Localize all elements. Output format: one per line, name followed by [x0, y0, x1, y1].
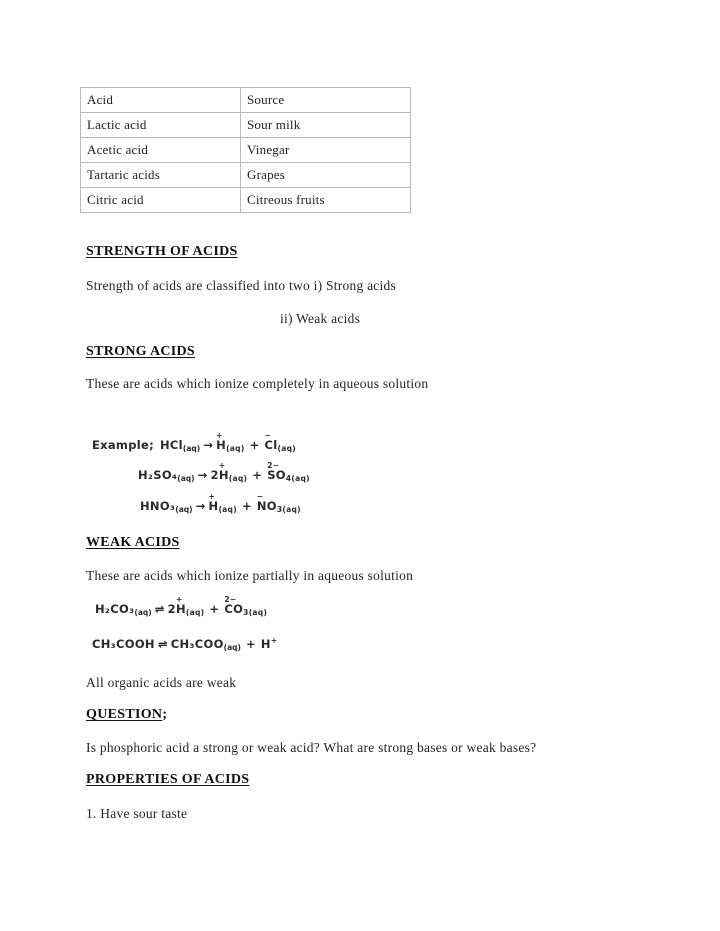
- table-row: [81, 138, 411, 163]
- paragraph-strength-classification: Strength of acids are classified into two i) Strong acids: [86, 278, 397, 293]
- equation-product-charge: +: [216, 431, 223, 440]
- reaction-arrow-icon: →: [203, 438, 214, 452]
- table-cell-source: Vinegar: [241, 138, 411, 163]
- equation-product-formula: H: [216, 438, 227, 452]
- equation-product-state: 4(aq): [285, 474, 310, 483]
- reversible-reaction-arrow-icon: ⇌: [154, 602, 165, 616]
- equation-product-coefficient: 2: [210, 468, 219, 482]
- equation-hcl-dissociation: [92, 431, 296, 453]
- heading-strong-acids-label: STRONG ACIDS: [86, 344, 196, 359]
- equation-product-formula: CH₃COO: [170, 637, 224, 651]
- equation-product-formula: H: [218, 468, 229, 482]
- heading-strong-acids: [86, 344, 195, 360]
- equation-plus-sign: +: [249, 438, 260, 452]
- equation-reactant-state: (aq): [175, 505, 193, 514]
- equation-reactant-state: (aq): [134, 608, 152, 617]
- equation-plus-sign: +: [209, 602, 220, 616]
- heading-weak-acids-label: WEAK ACIDS: [86, 535, 180, 550]
- equation-product-state: (aq): [226, 444, 245, 453]
- equation-reactant: H₂SO₄: [138, 468, 178, 482]
- table-row: [81, 113, 411, 138]
- equation-product-charge: −: [264, 431, 272, 440]
- equation-reactant: H₂CO₃: [95, 602, 135, 616]
- paragraph-weak-acids-definition: These are acids which ionize partially in aqueous solution: [86, 568, 414, 583]
- equation-plus-sign: +: [252, 468, 263, 482]
- equation-product-coefficient: 2: [167, 602, 176, 616]
- equation-product-state: 3(aq): [276, 505, 301, 514]
- heading-strength-of-acids-label: STRENGTH OF ACIDS: [86, 244, 238, 259]
- table-cell-source: Citreous fruits: [241, 188, 411, 213]
- equation-reactant: HCl: [160, 438, 183, 452]
- equation-product-state: (aq): [277, 444, 296, 453]
- equation-acetic-acid-dissociation: [92, 636, 277, 652]
- table-cell-acid: Acetic acid: [81, 138, 241, 163]
- table-header-acid: Acid: [81, 88, 241, 113]
- table-header-row: [81, 88, 411, 113]
- equation-hno3-dissociation: [140, 492, 301, 514]
- equation-product-charge: 2−: [267, 461, 280, 470]
- equation-plus-sign: +: [245, 637, 256, 651]
- equation-product-charge: +: [270, 636, 278, 645]
- heading-strength-of-acids: [86, 244, 238, 260]
- equation-plus-sign: +: [241, 499, 252, 513]
- equation-product-formula: H: [175, 602, 186, 616]
- reversible-reaction-arrow-icon: ⇌: [157, 637, 168, 651]
- equation-reactant: HNO₃: [140, 499, 176, 513]
- paragraph-weak-acids-item: ii) Weak acids: [280, 311, 361, 326]
- equation-h2so4-dissociation: [138, 461, 310, 483]
- heading-question-suffix: ;: [162, 707, 168, 722]
- equation-product-formula: Cl: [264, 438, 278, 452]
- equation-product-formula: H: [260, 637, 271, 651]
- reaction-arrow-icon: →: [197, 468, 208, 482]
- paragraph-organic-acids-note: All organic acids are weak: [86, 675, 237, 690]
- table-cell-acid: Tartaric acids: [81, 163, 241, 188]
- equation-product-formula: H: [208, 499, 219, 513]
- heading-question: [86, 707, 167, 723]
- equation-product-formula: NO: [256, 499, 277, 513]
- equation-example-label: Example;: [92, 438, 154, 452]
- heading-question-label: QUESTION: [86, 707, 163, 722]
- paragraph-question-body: Is phosphoric acid a strong or weak acid? What are strong bases or weak bases?: [86, 740, 537, 755]
- equation-reactant-state: (aq): [182, 444, 201, 453]
- equation-reactant-state: (aq): [177, 474, 195, 483]
- equation-product-state: (aq): [185, 608, 205, 617]
- equation-product-formula: SO: [267, 468, 286, 482]
- reaction-arrow-icon: →: [195, 499, 206, 513]
- heading-weak-acids: [86, 535, 180, 551]
- equation-h2co3-dissociation: [95, 595, 268, 617]
- equation-product-formula: CO: [224, 602, 244, 616]
- equation-product-charge: +: [175, 595, 183, 604]
- equation-product-charge: 2−: [224, 595, 237, 604]
- equation-product-state: (aq): [228, 474, 248, 483]
- equation-product-state: (aq): [223, 643, 241, 652]
- acid-source-table: [80, 87, 411, 213]
- table-cell-source: Sour milk: [241, 113, 411, 138]
- equation-product-state: (aq): [218, 505, 237, 514]
- table-row: [81, 163, 411, 188]
- table-header-source: Source: [241, 88, 411, 113]
- heading-properties-of-acids: [86, 772, 249, 788]
- paragraph-property-1: 1. Have sour taste: [86, 806, 188, 821]
- table-cell-source: Grapes: [241, 163, 411, 188]
- table-row: [81, 188, 411, 213]
- equation-product-charge: −: [256, 492, 264, 501]
- table-cell-acid: Citric acid: [81, 188, 241, 213]
- paragraph-strong-acids-definition: These are acids which ionize completely in aqueous solution: [86, 376, 429, 391]
- equation-product-charge: +: [208, 492, 216, 501]
- heading-properties-of-acids-label: PROPERTIES OF ACIDS: [86, 772, 250, 787]
- table-cell-acid: Lactic acid: [81, 113, 241, 138]
- equation-product-charge: +: [218, 461, 226, 470]
- equation-product-state: 3(aq): [243, 608, 268, 617]
- equation-reactant: CH₃COOH: [92, 637, 155, 651]
